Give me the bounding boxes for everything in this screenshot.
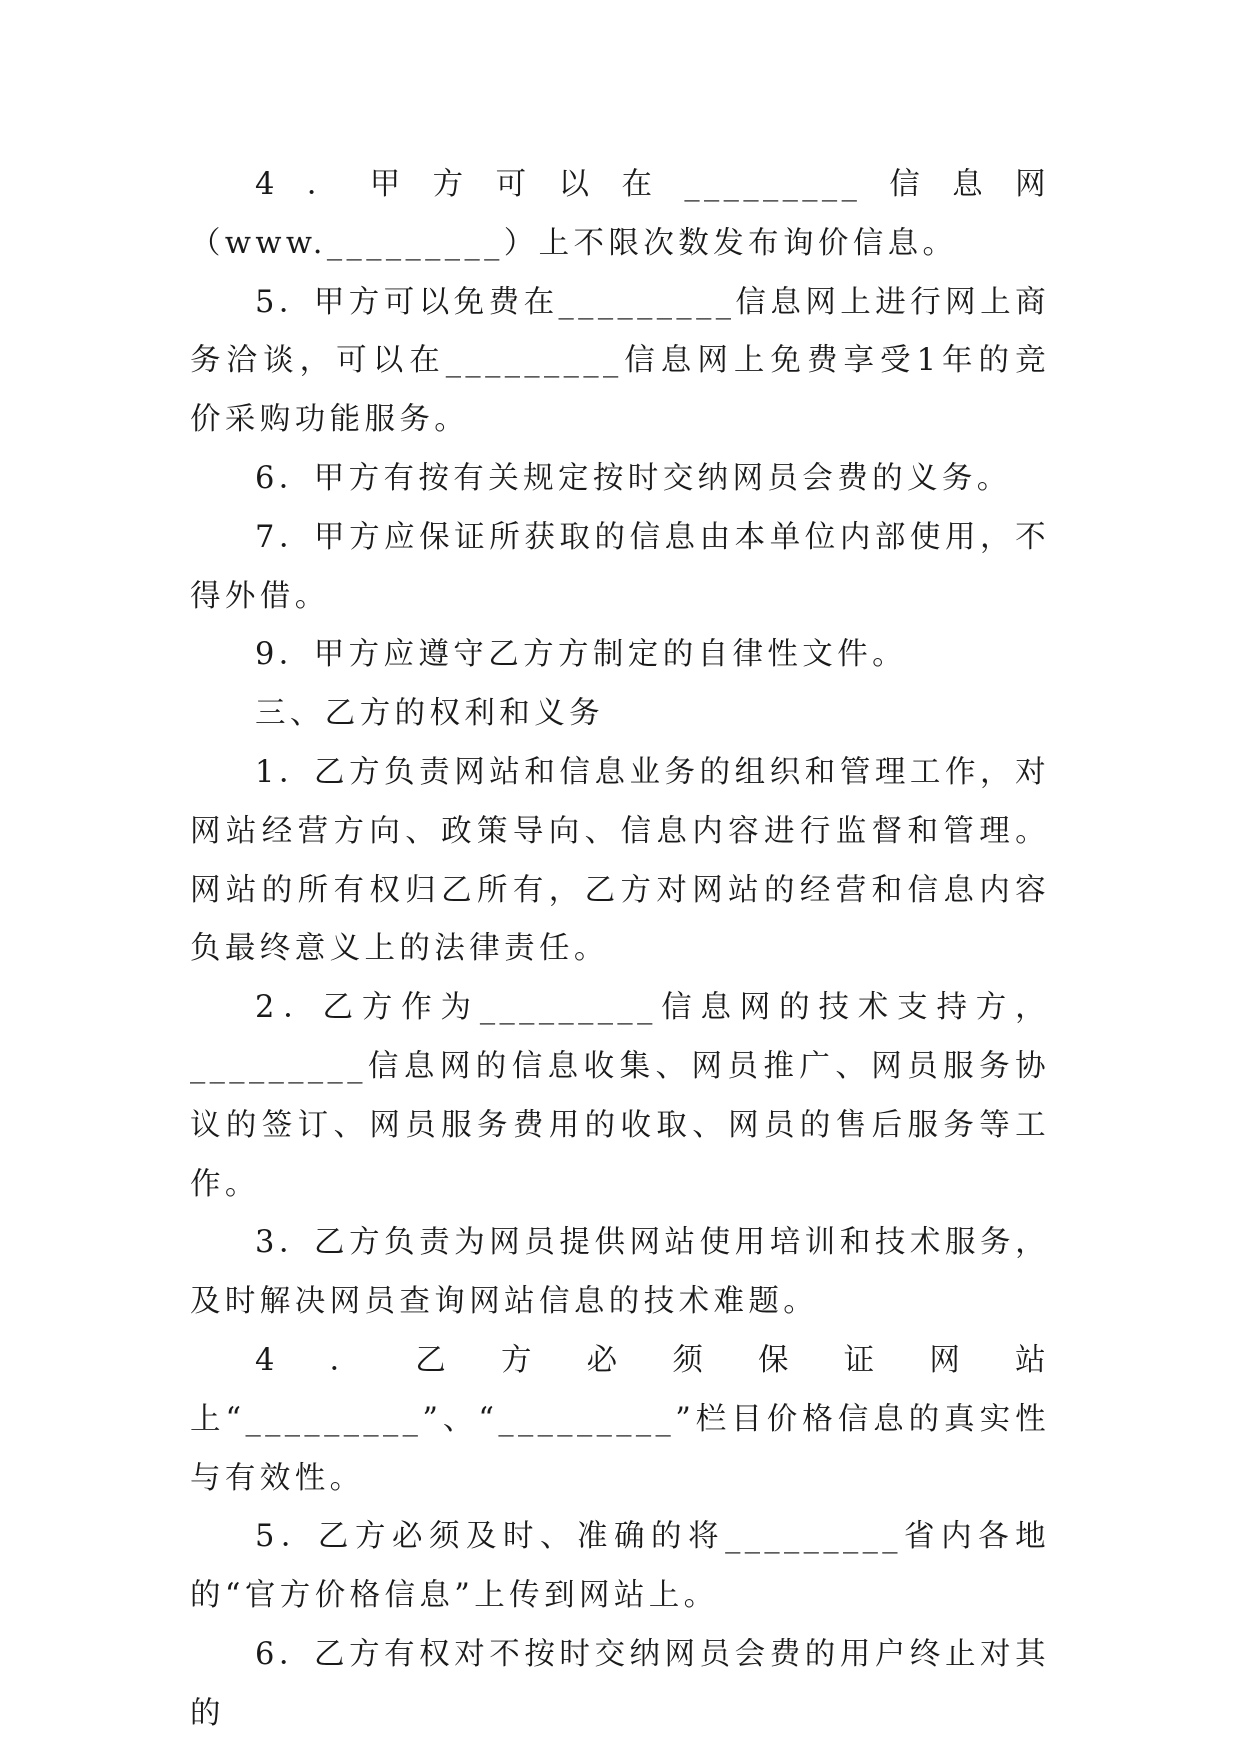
clause-paragraph: 5．乙方必须及时、准确的将_________省内各地的“官方价格信息”上传到网站上。 <box>190 1519 1050 1614</box>
section-heading: 三、乙方的权利和义务 <box>255 696 604 732</box>
clause-paragraph: 3．乙方负责为网员提供网站使用培训和技术服务，及时解决网员查询网站信息的技术难题。 <box>190 1225 1050 1320</box>
clause-paragraph: 9．甲方应遵守乙方方制定的自律性文件。 <box>255 637 908 673</box>
clause-paragraph: 5．甲方可以免费在_________信息网上进行网上商务洽谈，可以在_________信息网上免费享受1年的竞价采购功能服务。 <box>190 284 1050 438</box>
clause-paragraph: 7．甲方应保证所获取的信息由本单位内部使用，不得外借。 <box>190 519 1050 614</box>
clause-paragraph: 6．甲方有按有关规定按时交纳网员会费的义务。 <box>255 460 1012 496</box>
document-body <box>190 156 1050 1744</box>
clause-paragraph: 4．甲方可以在_________信息网（www._________）上不限次数发布询价信息。 <box>190 167 1050 261</box>
clause-paragraph: 1．乙方负责网站和信息业务的组织和管理工作，对网站经营方向、政策导向、信息内容进行监督和管理。网站的所有权归乙所有，乙方对网站的经营和信息内容负最终意义上的法律责任。 <box>190 754 1050 967</box>
clause-paragraph: 4．乙方必须保证网站上“_________”、“_________”栏目价格信息的真实性与有效性。 <box>190 1342 1050 1496</box>
clause-paragraph: 2．乙方作为_________信息网的技术支持方，_________信息网的信息收集、网员推广、网员服务协议的签订、网员服务费用的收取、网员的售后服务等工作。 <box>190 990 1050 1202</box>
clause-paragraph: 6．乙方有权对不按时交纳网员会费的用户终止对其的 <box>190 1636 1050 1731</box>
